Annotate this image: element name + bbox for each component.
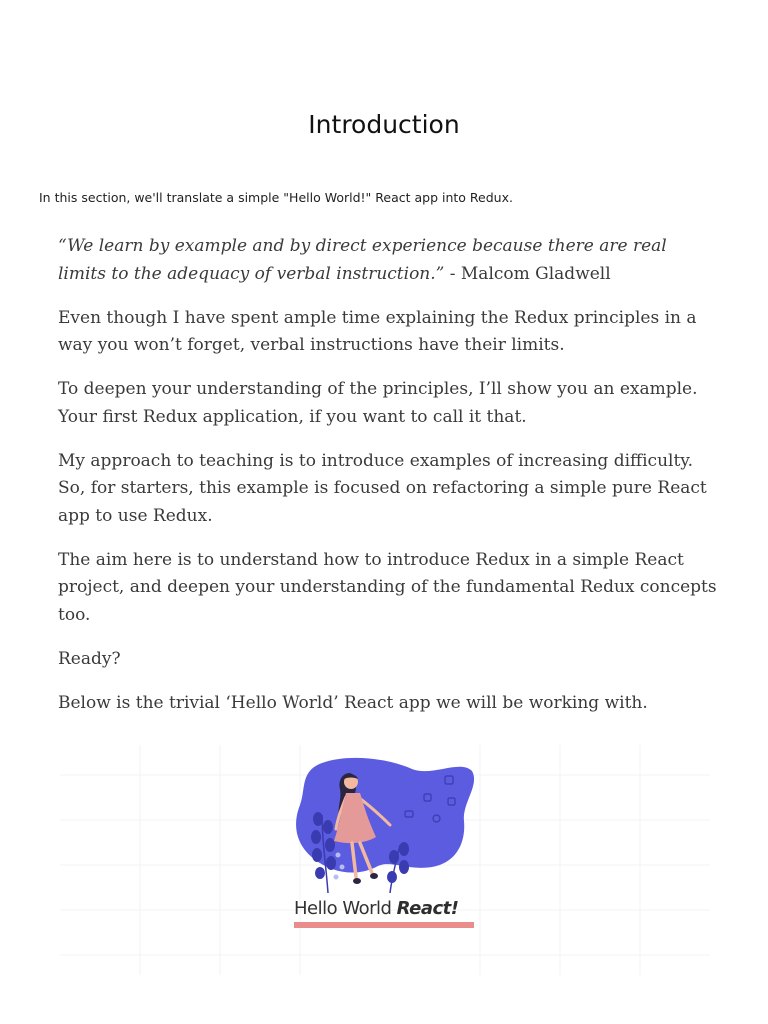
caption-text	[294, 898, 458, 919]
quote-author: - Malcom Gladwell	[444, 263, 611, 284]
paragraph-1: Even though I have spent ample time explaining the Redux principles in a way you won’t forget, verbal instructions have their limits.	[58, 307, 697, 355]
article-body	[58, 233, 718, 734]
caption-main: Hello World	[294, 898, 397, 919]
page-title: Introduction	[308, 110, 460, 139]
illustration-graphic	[60, 745, 710, 975]
paragraph-4: The aim here is to understand how to introduce Redux in a simple React project, and deepen your understanding of the fundamental Redux concepts too.	[58, 549, 717, 625]
hello-world-illustration	[60, 745, 710, 975]
paragraph-2: To deepen your understanding of the principles, I’ll show you an example. Your first Redux application, if you want to call it that.	[58, 379, 698, 427]
quote-paragraph	[58, 233, 718, 288]
blob-shape	[296, 758, 474, 873]
paragraph-6: Below is the trivial ‘Hello World’ React app we will be working with.	[58, 692, 648, 713]
caption-underline	[294, 922, 474, 928]
paragraph-5: Ready?	[58, 648, 121, 669]
caption-emphasis: React!	[396, 898, 459, 919]
illustration-caption	[294, 898, 474, 930]
section-intro: In this section, we'll translate a simple "Hello World!" React app into Redux.	[39, 190, 513, 205]
quote-text: “We learn by example and by direct experience because there are real limits to the adequacy of verbal instruction.”	[58, 236, 667, 284]
paragraph-3: My approach to teaching is to introduce examples of increasing difficulty. So, for starters, this example is focused on refactoring a simple pure React app to use Redux.	[58, 450, 707, 526]
